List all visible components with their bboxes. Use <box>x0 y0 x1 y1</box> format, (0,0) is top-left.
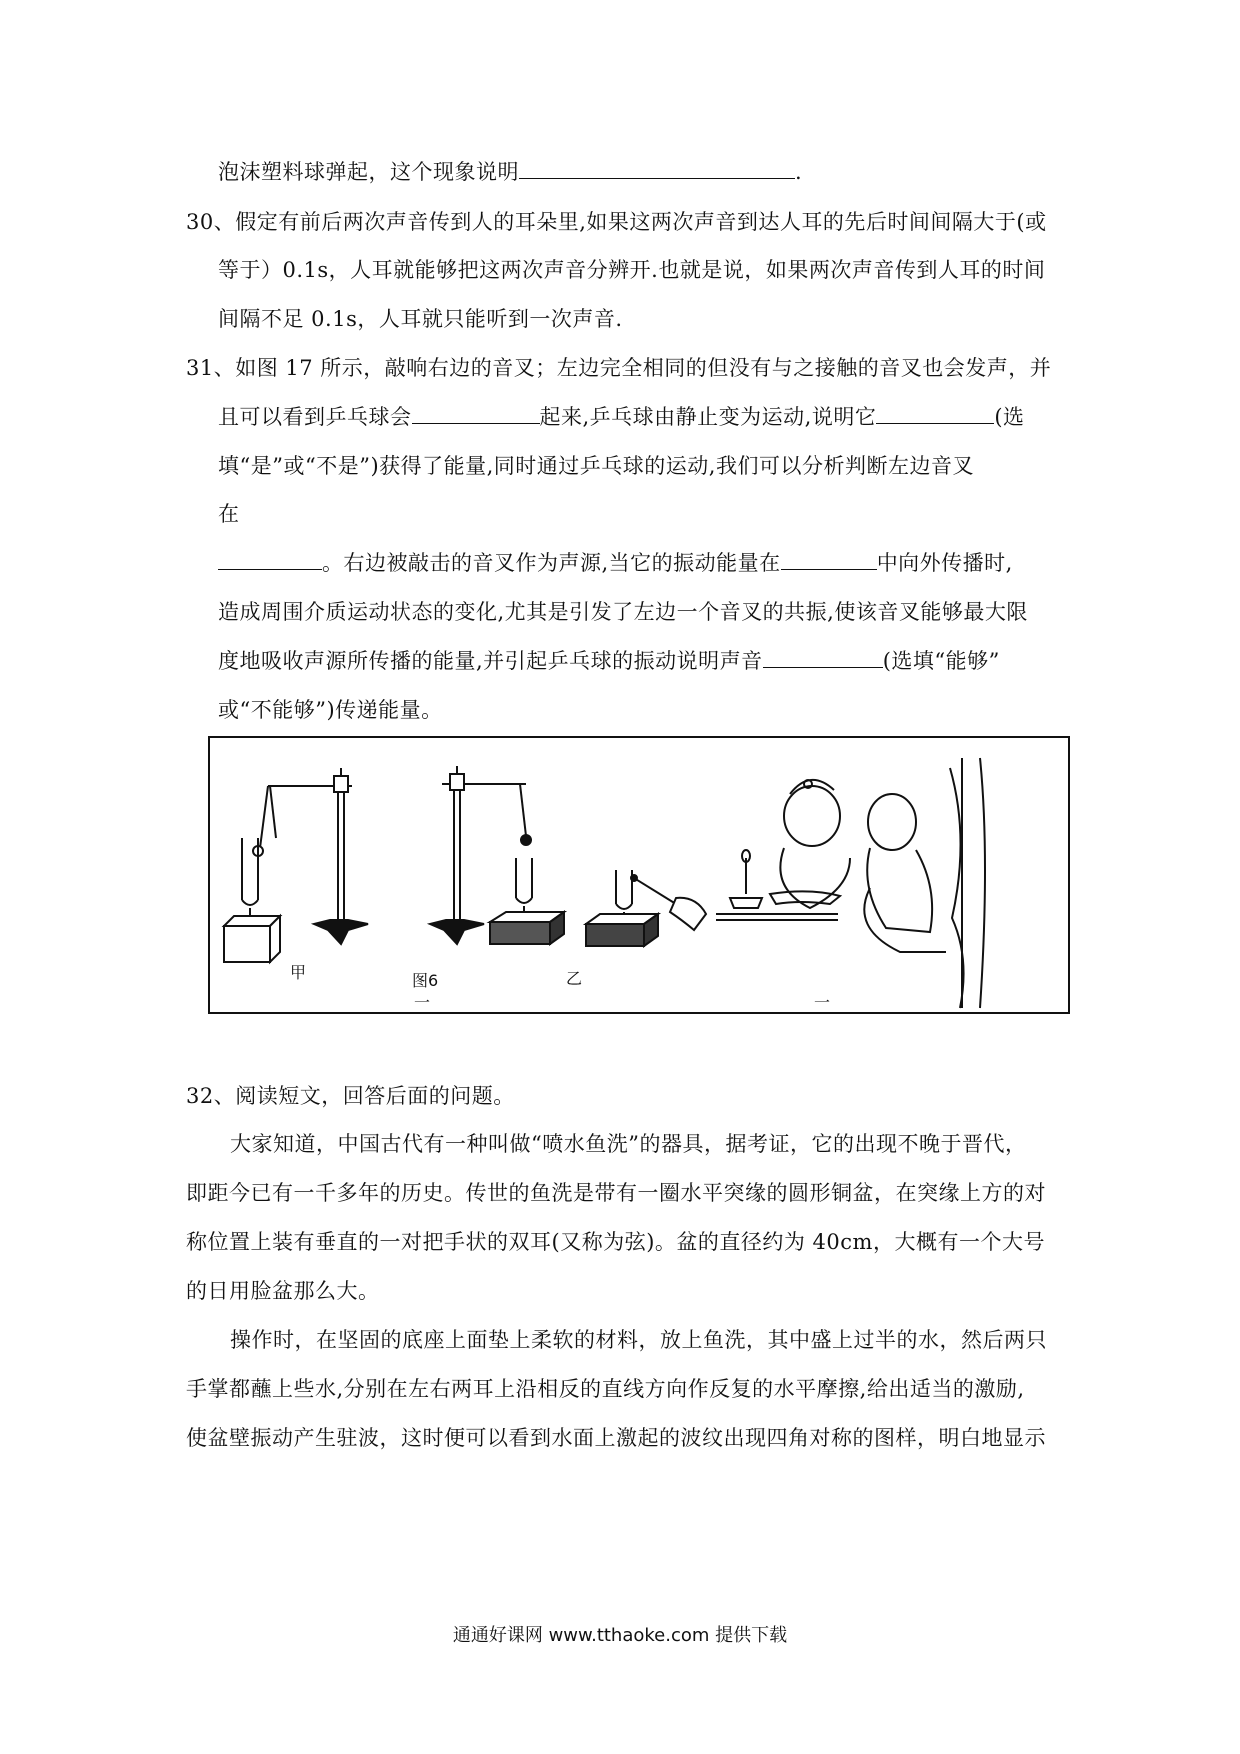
q31-blank-4[interactable] <box>781 549 877 570</box>
figure-label-yi: 乙 <box>566 969 583 988</box>
q30-line-2: 等于）0.1s，人耳就能够把这两次声音分辨开.也就是说，如果两次声音传到人耳的时间 <box>218 258 1046 282</box>
tuning-fork-left-icon <box>224 838 280 962</box>
q31-line-4: 在 <box>218 502 240 526</box>
q32-p2-line-3: 使盆壁振动产生驻波，这时便可以看到水面上激起的波纹出现四角对称的图样，明白地显示 <box>186 1426 1046 1450</box>
q31-line-1: 31、如图 17 所示，敲响右边的音叉；左边完全相同的但没有与之接触的音叉也会发声，并 <box>186 356 1052 380</box>
q31-line-5 <box>218 549 1013 577</box>
q31-line-7-b: (选填“能够” <box>882 649 1000 673</box>
q32-line-1: 32、阅读短文，回答后面的问题。 <box>186 1084 515 1108</box>
q32-p1-line-2: 即距今已有一千多年的历史。传世的鱼洗是带有一圈水平突缘的圆形铜盆，在突缘上方的对 <box>186 1181 1046 1205</box>
q30-line-1: 30、假定有前后两次声音传到人的耳朵里,如果这两次声音到达人耳的先后时间间隔大于(或 <box>186 210 1047 234</box>
q31-line-5-b: 。右边被敲击的音叉作为声源,当它的振动能量在 <box>322 551 781 575</box>
q31-line-2-b: 起来,乒乓球由静止变为运动,说明它 <box>539 405 877 429</box>
figure-mark-1: 一 <box>414 993 431 1012</box>
figure-label-fig6: 图6 <box>412 971 439 990</box>
q31-blank-2[interactable] <box>876 403 994 424</box>
figure-frame <box>208 736 1070 1014</box>
q29-line <box>218 158 802 186</box>
q31-blank-1[interactable] <box>412 403 540 424</box>
q31-line-6: 造成周围介质运动状态的变化,尤其是引发了左边一个音叉的共振,使该音叉能够最大限 <box>218 600 1028 624</box>
q31-blank-3[interactable] <box>218 549 322 570</box>
tuning-fork-figure <box>210 738 1068 1012</box>
q31-line-7 <box>218 647 1000 675</box>
doctor-scene-icon <box>716 758 985 1008</box>
q31-blank-5[interactable] <box>763 647 883 668</box>
q29-answer-blank[interactable] <box>519 158 795 179</box>
page-footer: 通通好课网 www.tthaoke.com 提供下载 <box>452 1625 788 1646</box>
tuning-fork-struck-icon <box>586 870 706 946</box>
tuning-fork-center-icon <box>490 858 564 944</box>
q29-text: 泡沫塑料球弹起，这个现象说明 <box>218 160 519 184</box>
q31-line-7-a: 度地吸收声源所传播的能量,并引起乒乓球的振动说明声音 <box>218 649 763 673</box>
q31-line-2-c: (选 <box>994 405 1025 429</box>
q31-line-5-c: 中向外传播时, <box>876 551 1013 575</box>
q32-p1-line-3: 称位置上装有垂直的一对把手状的双耳(又称为弦)。盆的直径约为 40cm，大概有一个大号 <box>186 1230 1045 1254</box>
figure-label-jia: 甲 <box>290 963 307 982</box>
figure-mark-2: 一 <box>814 993 831 1012</box>
q31-line-2 <box>218 403 1025 431</box>
q31-line-8: 或“不能够”)传递能量。 <box>218 698 443 722</box>
q31-line-3: 填“是”或“不是”)获得了能量,同时通过乒乓球的运动,我们可以分析判断左边音叉 <box>218 454 974 478</box>
q32-p1-line-1: 大家知道，中国古代有一种叫做“喷水鱼洗”的器具，据考证，它的出现不晚于晋代， <box>230 1132 1027 1156</box>
q30-line-3: 间隔不足 0.1s，人耳就只能听到一次声音. <box>218 307 623 331</box>
q32-p2-line-2: 手掌都蘸上些水,分别在左右两耳上沿相反的直线方向作反复的水平摩擦,给出适当的激励, <box>186 1377 1025 1401</box>
q32-p2-line-1: 操作时，在坚固的底座上面垫上柔软的材料，放上鱼洗，其中盛上过半的水，然后两只 <box>230 1328 1047 1352</box>
q32-p1-line-4: 的日用脸盆那么大。 <box>186 1279 380 1303</box>
q31-line-2-a: 且可以看到乒乓球会 <box>218 405 412 429</box>
q29-end: . <box>795 160 803 184</box>
